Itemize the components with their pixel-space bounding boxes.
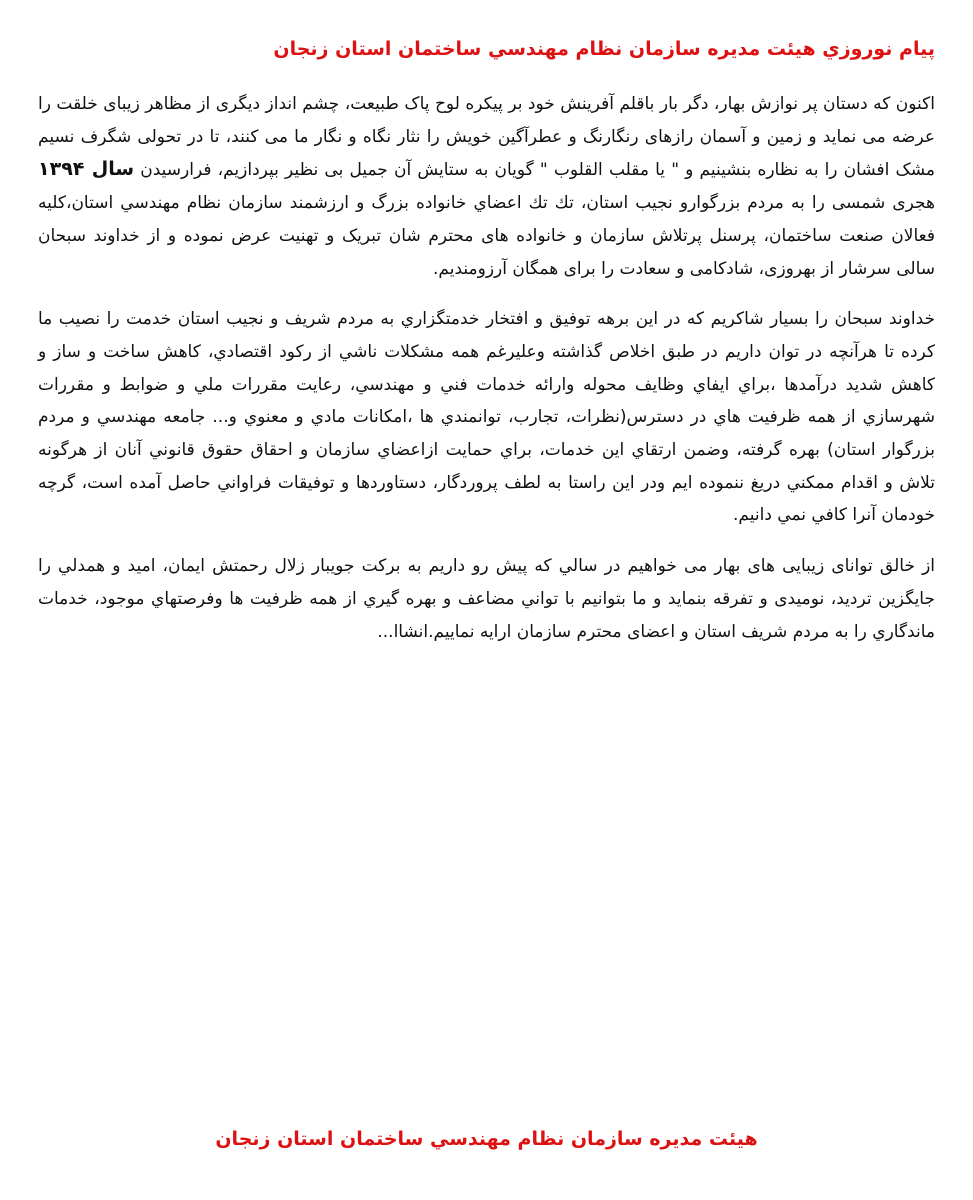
signature: هیئت مدیره سازمان نظام مهندسي ساختمان استان زنجان	[215, 1128, 758, 1150]
paragraph-1-text-start: اکنون که دستان پر نوازش بهار، دگر بار باقلم آفرینش خود بر پیکره لوح پاک طبیعت، چشم انداز دیگری از مظاهر زیبای خلقت را عرضه می نماید و زمین و آسمان رازهای رنگارنگ و عطرآگین خویش را نثار نگاه و نگار ما می کنند، تا در تحولی شگرف نسیم مشک افشان را به نظاره بنشینیم و " یا مقلب القلوب " گویان به ستایش آن جمیل بی نظیر بپردازیم، فرارسیدن	[38, 94, 936, 181]
paragraph-3: از خالق توانای زیبایی های بهار می خواهیم در سالي که پیش رو داریم به برکت جویبار زلال رحمتش ایمان، امید و همدلي را جایگزین تردید، نومیدی و تفرقه بنماید و ما بتوانیم با تواني مضاعف و بهره گیري از همه ظرفیت ها وفرصتهاي موجود، خدمات ماندگاري را به مردم شریف استان و اعضای محترم سازمان ارایه نماییم.انشاا...	[38, 556, 935, 642]
paragraph-2: خداوند سبحان را بسیار شاکریم که در این برهه توفیق و افتخار خدمتگزاري به مردم شریف و نجیب استان خدمت را نصیب ما کرده تا هرآنچه در توان داریم در طبق اخلاص گذاشته وعلیرغم همه مشکلات ناشي از رکود اقتصادي، کاهش ساخت و ساز و کاهش شدید درآمدها ،براي ایفاي وظایف محوله وارائه خدمات فني و مهندسي، رعایت مقررات ملي و ضوابط و مقررات شهرسازي از همه ظرفیت هاي در دسترس(نظرات، تجارب، توانمندي ها ،امکانات مادي و معنوي و... جامعه مهندسي و مردم بزرگوار استان) بهره گرفته، وضمن ارتقاي این خدمات، براي حمایت ازاعضاي سازمان و احقاق حقوق قانوني آنان از هرگونه تلاش و اقدام ممکني دریغ ننموده ایم ودر این راستا به لطف پروردگار، دستاوردها و توفیقات فراواني حاصل آمده است، گرچه خودمان آنرا کافي نمي دانیم.	[38, 309, 935, 526]
paragraph-1-text-end: هجری شمسی را به مردم بزرگوارو نجیب استان، تك تك اعضاي خانواده بزرگ و ارزشمند سازمان نظام مهندسي استان،کلیه فعالان صنعت ساختمان، پرسنل پرتلاش سازمان و خانواده های محترم شان تبریک و تهنیت عرض نموده و از خداوند سبحان سالی سرشار از بهروزی، شادکامی و سعادت را برای همگان آرزومندیم.	[38, 193, 935, 279]
year-highlight: سال ۱۳۹۴	[38, 158, 135, 181]
page-title: پیام نوروزي هیئت مدیره سازمان نظام مهندسي ساختمان استان زنجان	[273, 38, 935, 60]
paragraph-1	[38, 88, 935, 285]
